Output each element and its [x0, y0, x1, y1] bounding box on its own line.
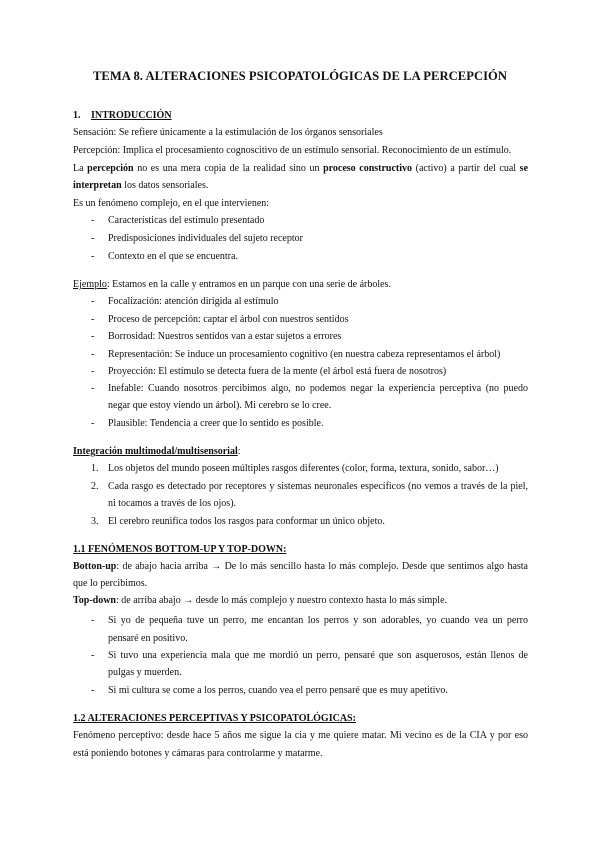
top-down-paragraph: Top-down: de arriba abajo → desde lo más complejo y nuestro contexto hasta lo más simple. — [73, 595, 448, 606]
percepcion-paragraph-line-1: La percepción no es una mera copia de la realidad sino un proceso constructivo (activo) a partir del cual se — [73, 163, 529, 174]
sensacion-definition: Sensación: Se refiere únicamente a la estimulación de los órganos sensoriales — [73, 127, 383, 138]
percepcion-definition: Percepción: Implica el procesamiento cognoscitivo de un estímulo sensorial. Reconocimiento de un estímulo. — [73, 145, 512, 156]
complejo-intro: Es un fenómeno complejo, en el que intervienen: — [73, 198, 270, 209]
bottom-up-paragraph-line-1: Botton-up: de abajo hacia arriba → De lo más sencillo hasta lo más complejo. Desde que sentimos algo hasta — [73, 561, 528, 572]
section-number: 1. — [73, 110, 81, 121]
percepcion-paragraph-line-2: interpretan los datos sensoriales. — [73, 180, 209, 191]
section-heading-1-2: 1.2 ALTERACIONES PERCEPTIVAS Y PSICOPATOLÓGICAS: — [73, 713, 356, 724]
section-heading-1-1: 1.1 FENÓMENOS BOTTOM-UP Y TOP-DOWN: — [73, 544, 287, 555]
bottom-up-paragraph-line-2: que lo percibimos. — [73, 578, 148, 589]
document-title: TEMA 8. ALTERACIONES PSICOPATOLÓGICAS DE LA PERCEPCIÓN — [92, 69, 508, 83]
ejemplo-paragraph: Ejemplo: Estamos en la calle y entramos en un parque con una serie de árboles. — [73, 279, 391, 290]
fenomeno-paragraph-line-1: Fenómeno perceptivo: desde hace 5 años me sigue la cia y me quiere matar. Mi vecino es de la CIA y por eso — [73, 730, 528, 741]
section-title: INTRODUCCIÓN — [91, 110, 172, 121]
section-heading-intro — [73, 107, 528, 125]
fenomeno-paragraph-line-2: está poniendo botones y cámaras para controlarme y matarme. — [73, 748, 323, 759]
integracion-heading: Integración multimodal/multisensorial: — [73, 446, 241, 457]
document-page: TEMA 8. ALTERACIONES PSICOPATOLÓGICAS DE LA PERCEPCIÓN 1. INTRODUCCIÓN Sensación: Se refiere únicamente a la estimulación de los órganos sensoriales Percepción: Implica el procesamiento cognoscitivo de un estímulo sensorial. Reconocimiento de un estímulo. La percepción no es una mera copia de la realidad sino un proceso constructivo (activo) a partir del cual se interpretan los datos sensoriales. Es un fenómeno complejo, en el que intervienen: - Características del estímulo presentado - Predisposiciones individuales del sujeto receptor - Contexto en el que se encuentra. Ejemplo: Estamos en la calle y entramos en un parque con una serie de árboles. - Focalización: atención dirigida al estímulo - Proceso de percepción: captar el árbol con nuestros sentidos - Borrosidad: Nuestros sentidos van a estar sujetos a errores - Representación: Se induce un procesamiento cognitivo (en nuestra cabeza representamos el árbol) - Proyección: El estímulo se detecta fuera de la mente (el árbol está fuera de nosotros) - Inefable: Cuando nosotros percibimos algo, no podemos negar la experiencia perceptiva (no puedo negar que estoy viendo un árbol). Mi cerebro se lo cree. - Plausible: Tendencia a creer que lo sentido es posible. Integración multimodal/multisensorial: 1. Los objetos del mundo poseen múltiples rasgos diferentes (color, forma, textura, sonido, sabor…) 2. Cada rasgo es detectado por receptores y sistemas neuronales específicos (no vemos a través de la piel, ni tocamos a través de los ojos). 3. El cerebro reunifica todos los rasgos para conformar un único objeto. 1.1 FENÓMENOS BOTTOM-UP Y TOP-DOWN: Botton-up: de abajo hacia arriba → De lo más sencillo hasta lo más complejo. Desde que sentimos algo hasta que lo percibimos. Top-down: de arriba abajo → desde lo más complejo y nuestro contexto hasta lo más simple. - Si yo de pequeña tuve un perro, me encantan los perros y son adorables, yo cuando vea un perro pensaré en positivo. - Si tuvo una experiencia mala que me mordió un perro, pensaré que son asquerosos, están llenos de pulgas y muerden. - Si mi cultura se come a los perros, cuando vea el perro pensaré que es muy apetitivo. 1.2 ALTERACIONES PERCEPTIVAS Y PSICOPATOLÓGICAS: Fenómeno perceptivo: desde hace 5 años me sigue la cia y me quiere matar. Mi vecino es de la CIA y por eso está poniendo botones y cámaras para controlarme y matarme. — [0, 0, 600, 848]
